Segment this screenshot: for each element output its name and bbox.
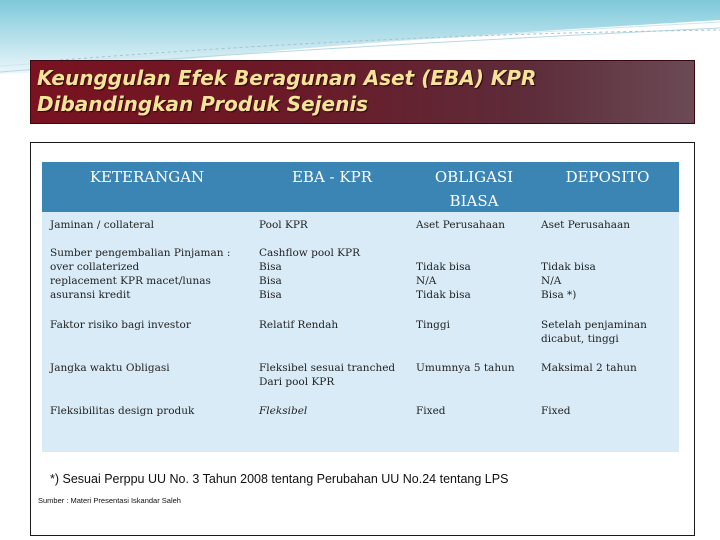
cell-deposito: Tidak bisa N/A Bisa *): [541, 261, 596, 301]
header-eba-kpr: EBA - KPR: [291, 168, 372, 186]
cell-keterangan: Sumber pengembalian Pinjaman : over collaterized replacement KPR macet/lunas asuransi kredit: [50, 247, 231, 301]
cell-obligasi: Aset Perusahaan: [416, 219, 506, 231]
comparison-table: [42, 162, 679, 452]
cell-keterangan: Faktor risiko bagi investor: [50, 319, 191, 331]
header-deposito: DEPOSITO: [565, 168, 650, 186]
cell-deposito: Maksimal 2 tahun: [541, 362, 637, 374]
slide-title: Keunggulan Efek Beragunan Aset (EBA) KPR Dibandingkan Produk Sejenis: [37, 66, 537, 116]
cell-deposito: Setelah penjaminan dicabut, tinggi: [541, 319, 647, 345]
cell-obligasi: Umumnya 5 tahun: [416, 362, 515, 374]
source-note: Sumber : Materi Presentasi Iskandar Saleh: [38, 496, 181, 505]
title-banner: [30, 60, 695, 124]
cell-obligasi: Tinggi: [416, 319, 450, 331]
cell-keterangan: Fleksibilitas design produk: [50, 405, 195, 417]
cell-deposito: Aset Perusahaan: [541, 219, 631, 231]
cell-keterangan: Jaminan / collateral: [50, 219, 155, 231]
cell-keterangan: Jangka waktu Obligasi: [50, 362, 170, 374]
cell-eba-kpr: Fleksibel: [259, 405, 308, 417]
cell-eba-kpr: Pool KPR: [259, 219, 308, 231]
cell-obligasi: Tidak bisa N/A Tidak bisa: [416, 261, 471, 301]
cell-eba-kpr: Cashflow pool KPR Bisa Bisa Bisa: [259, 247, 360, 301]
table-body: [42, 212, 679, 452]
cell-eba-kpr: Relatif Rendah: [259, 319, 339, 331]
cell-eba-kpr: Fleksibel sesuai tranched Dari pool KPR: [259, 362, 396, 388]
cell-deposito: Fixed: [541, 405, 571, 417]
table-header: [42, 162, 679, 212]
cell-obligasi: Fixed: [416, 405, 446, 417]
header-obligasi-biasa: OBLIGASI BIASA: [434, 168, 514, 210]
footnote: *) Sesuai Perppu UU No. 3 Tahun 2008 tentang Perubahan UU No.24 tentang LPS: [50, 472, 509, 486]
header-keterangan: KETERANGAN: [89, 168, 205, 186]
